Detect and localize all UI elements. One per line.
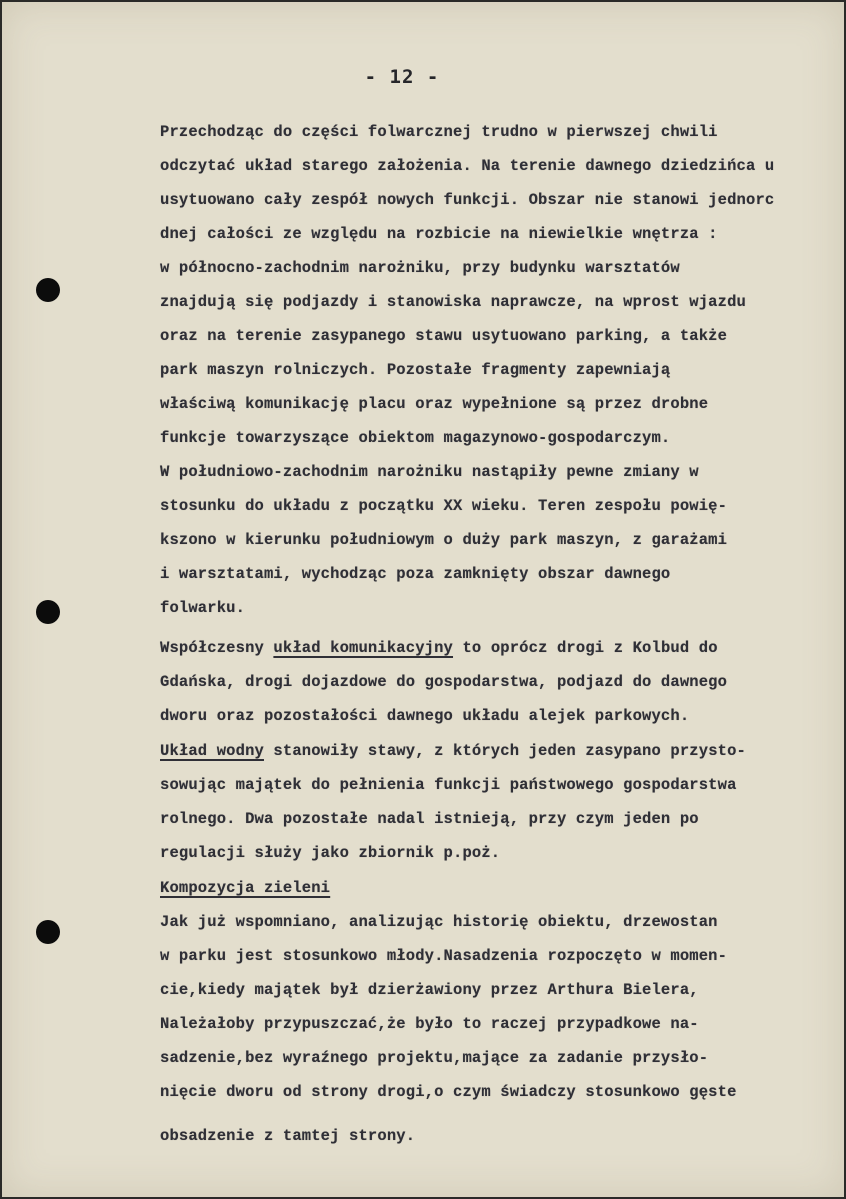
text-line: park maszyn rolniczych. Pozostałe fragmenty zapewniają [160, 361, 671, 379]
text-line [160, 879, 330, 897]
text-line: sadzenie,bez wyraźnego projektu,mające za zadanie przysło- [160, 1049, 709, 1067]
page-number: - 12 - [364, 66, 440, 88]
text-line: sowując majątek do pełnienia funkcji państwowego gospodarstwa [160, 776, 737, 794]
text-line: W południowo-zachodnim narożniku nastąpiły pewne zmiany w [160, 463, 699, 481]
text-line: regulacji służy jako zbiornik p.poż. [160, 844, 501, 862]
text-line: w parku jest stosunkowo młody.Nasadzenia rozpoczęto w momen- [160, 947, 728, 965]
line-text-after-heading: to oprócz drogi z Kolbud do [453, 639, 718, 657]
underlined-heading: układ komunikacyjny [273, 639, 454, 657]
text-line: obsadzenie z tamtej strony. [160, 1127, 416, 1145]
underlined-heading: Układ wodny [160, 742, 264, 760]
text-line: nięcie dworu od strony drogi,o czym świadczy stosunkowo gęste [160, 1083, 737, 1101]
text-line: usytuowano cały zespół nowych funkcji. Obszar nie stanowi jednorc [160, 191, 775, 209]
text-line: cie,kiedy majątek był dzierżawiony przez Arthura Bielera, [160, 981, 699, 999]
text-line: i warsztatami, wychodząc poza zamknięty obszar dawnego [160, 565, 671, 583]
text-line: stosunku do układu z początku XX wieku. Teren zespołu powię- [160, 497, 728, 515]
text-line: znajdują się podjazdy i stanowiska naprawcze, na wprost wjazdu [160, 293, 746, 311]
text-line: Należałoby przypuszczać,że było to raczej przypadkowe na- [160, 1015, 699, 1033]
punch-hole-middle [36, 600, 60, 624]
text-line: oraz na terenie zasypanego stawu usytuowano parking, a także [160, 327, 728, 345]
underlined-heading: Kompozycja zieleni [160, 879, 331, 897]
punch-hole-top [36, 278, 60, 302]
text-line: dworu oraz pozostałości dawnego układu alejek parkowych. [160, 707, 690, 725]
text-line [160, 639, 718, 657]
text-line: Jak już wspomniano, analizując historię obiektu, drzewostan [160, 913, 718, 931]
text-line: rolnego. Dwa pozostałe nadal istnieją, przy czym jeden po [160, 810, 699, 828]
punch-hole-bottom [36, 920, 60, 944]
text-line: w północno-zachodnim narożniku, przy budynku warsztatów [160, 259, 680, 277]
text-line: dnej całości ze względu na rozbicie na niewielkie wnętrza : [160, 225, 718, 243]
text-line: kszono w kierunku południowym o duży park maszyn, z garażami [160, 531, 728, 549]
text-line [160, 742, 746, 760]
text-line: Gdańska, drogi dojazdowe do gospodarstwa, podjazd do dawnego [160, 673, 728, 691]
text-line: folwarku. [160, 599, 246, 617]
text-line: właściwą komunikację placu oraz wypełnione są przez drobne [160, 395, 709, 413]
text-line: odczytać układ starego założenia. Na terenie dawnego dziedzińca u [160, 157, 775, 175]
line-text-after-heading: stanowiły stawy, z których jeden zasypano przysto- [263, 742, 746, 760]
line-text-before-heading: Współczesny [160, 639, 274, 657]
document-page [2, 2, 844, 1197]
text-line: Przechodząc do części folwarcznej trudno w pierwszej chwili [160, 123, 718, 141]
text-line: funkcje towarzyszące obiektom magazynowo-gospodarczym. [160, 429, 671, 447]
